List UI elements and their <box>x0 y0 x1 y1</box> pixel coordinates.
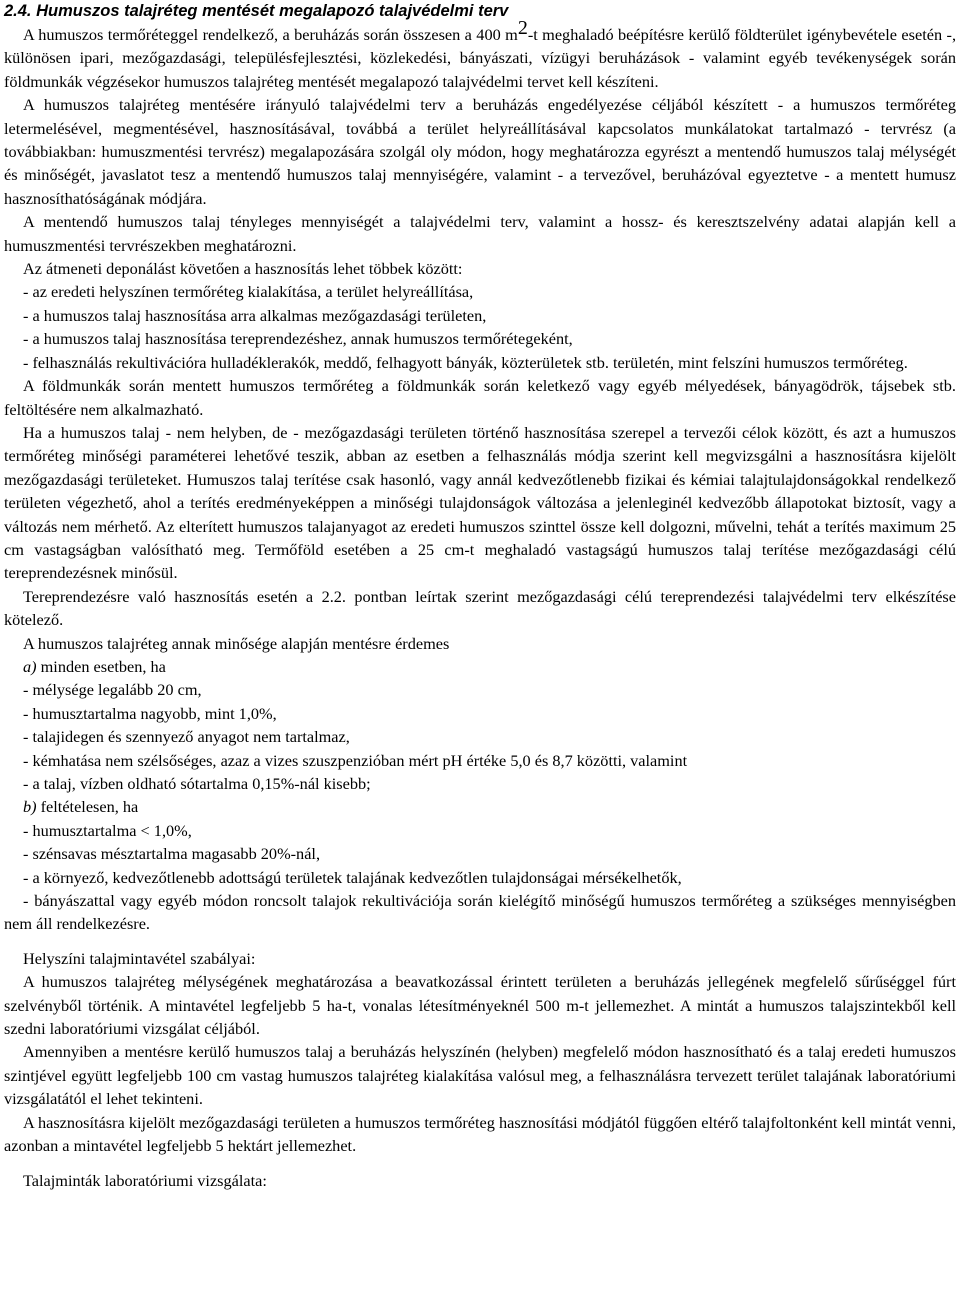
case-a-list <box>4 678 956 795</box>
paragraph-intro <box>4 17 957 93</box>
list-item: - felhasználás rekultivációra hulladéklerakók, meddő, felhagyott bányák, közterületek stb. területén, mint felszíni humuszos termőréteg. <box>23 352 908 372</box>
list-item: - a humuszos talaj hasznosítása tereprendezéshez, annak humuszos termőrétegeként, <box>23 329 573 349</box>
paragraph-sampling-depth: A humuszos talajréteg mélységének meghatározása a beavatkozással érintett területen a beruházás jellegének megfelelő sűrűséggel fúrt szelvényből történik. A mintavétel legfeljebb 5 ha-t, vonalas létesítményeknél 500 m-t jellemezhet. A mintát a humuszos talajszintekből kell szedni laboratóriumi vizsgálat céljából. <box>4 972 956 1039</box>
case-a-text: minden esetben, ha <box>36 656 166 676</box>
list-item: - szénsavas mésztartalma magasabb 20%-nál, <box>23 844 321 864</box>
superscript-two: 2 <box>517 17 528 39</box>
spacer <box>4 936 956 947</box>
lab-title: Talajminták laboratóriumi vizsgálata: <box>23 1170 267 1190</box>
list-item: - bányászattal vagy egyéb módon roncsolt talajok rekultivációja során kielégítő minőségű humuszos termőréteg a szükséges mennyiségben nem áll rendelkezésre. <box>4 891 956 934</box>
list-item: - mélysége legalább 20 cm, <box>23 680 202 700</box>
list-item: - humusztartalma < 1,0%, <box>23 820 192 840</box>
case-b-list <box>4 819 956 936</box>
paragraph-utilization-intro: Az átmeneti deponálást követően a hasznosítás lehet többek között: <box>23 259 463 279</box>
list-item: - talajidegen és szennyező anyagot nem tartalmaz, <box>23 727 350 747</box>
paragraph-restriction: A földmunkák során mentett humuszos termőréteg a földmunkák során keletkező vagy egyéb mélyedések, bányagödrök, tájsebek stb. feltöltésére nem alkalmazható. <box>4 376 956 419</box>
case-a-label: a) <box>23 656 37 676</box>
spacer <box>4 1158 956 1169</box>
list-item: - humusztartalma nagyobb, mint 1,0%, <box>23 703 277 723</box>
paragraph-quality-intro: A humuszos talajréteg annak minősége alapján mentésre érdemes <box>23 633 450 653</box>
utilization-list <box>4 280 956 374</box>
paragraph-agricultural-use: Ha a humuszos talaj - nem helyben, de - mezőgazdasági területen történő hasznosítása szerepel a tervezői célok között, és azt a humuszos termőréteg minőségi paraméterei lehetővé teszik, abban az esetben a felhasználás módja szerint kell megvizsgálni a hasznosításra kijelölt mezőgazdasági területeket. Humuszos talaj terítése csak hasonló, vagy annál kedvezőtlenebb fizikai és kémiai talajtulajdonságokkal rendelkező területen végezhető, ahol a terítés eredményeképpen a minőségi tulajdonságok változása a jelenleginél kedvezőbb állapotokat biztosít, vagy a változás nem mérhető. Az elterített humuszos talajanyagot az eredeti humuszos szinttel össze kell dolgozni, művelni, tehát a terítés maximum 25 cm vastagságban valósítható meg. Termőföld esetében a 25 cm-t meghaladó vastagságú humuszos talaj terítése mezőgazdasági célú tereprendezésnek minősül. <box>4 422 956 583</box>
sampling-title: Helyszíni talajmintavétel szabályai: <box>23 948 256 968</box>
paragraph-terrain-plan: Tereprendezésre való hasznosítás esetén a 2.2. pontban leírtak szerint mezőgazdasági célú tereprendezési talajvédelmi terv elkészítése kötelező. <box>4 586 956 630</box>
list-item: - a humuszos talaj hasznosítása arra alkalmas mezőgazdasági területen, <box>23 305 487 325</box>
list-item: - a talaj, vízben oldható sótartalma 0,15%-nál kisebb; <box>23 774 371 793</box>
list-item: - a környező, kedvezőtlenebb adottságú területek talajának kedvezőtlen tulajdonságai mérsékelhetők, <box>23 867 682 887</box>
list-item: - kémhatása nem szélsőséges, azaz a vizes szuszpenzióban mért pH értéke 5,0 és 8,7 közötti, valamint <box>23 750 688 770</box>
paragraph-plan-purpose: A humuszos talajréteg mentésére irányuló talajvédelmi terv a beruházás engedélyezése céljából készített - a humuszos termőréteg letermelésével, megmentésével, hasznosításával, továbbá a terület helyreállításával kapcsolatos munkálatokat tartalmazó - tervrész (a továbbiakban: humuszmentési tervrész) megalapozására szolgál oly módon, hogy meghatározza egyrészt a mentendő humuszos talaj mélységét és minőségét, javaslatot tesz a mentendő humuszos talaj mennyiségére, valamint - a tervezővel, beruházóval egyeztetve - a mentett humusz hasznosíthatóságának módjára. <box>4 95 956 208</box>
case-b-text: feltételesen, ha <box>36 797 139 817</box>
section-heading: 2.4. Humuszos talajréteg mentését megalapozó talajvédelmi terv <box>4 2 509 20</box>
paragraph-quantity: A mentendő humuszos talaj tényleges mennyiségét a talajvédelmi terv, valamint a hossz- és keresztszelvény adatai alapján kell a humuszmentési tervrészekben meghatározni. <box>4 212 956 255</box>
list-item: - az eredeti helyszínen termőréteg kialakítása, a terület helyreállítása, <box>23 282 474 302</box>
paragraph-sampling-agricultural: A hasznosításra kijelölt mezőgazdasági területen a humuszos termőréteg hasznosítási módjától függően eltérő talajfoltonként kell mintát venni, azonban a mintavétel legfeljebb 5 hektárt jellemezhet. <box>4 1112 956 1156</box>
p1-text-before: A humuszos termőréteggel rendelkező, a beruházás során összesen a 400 m <box>23 25 518 44</box>
case-b-heading <box>4 795 956 818</box>
case-b-label: b) <box>23 797 37 817</box>
case-a-heading <box>4 655 956 678</box>
paragraph-sampling-onsite: Amennyiben a mentésre kerülő humuszos talaj a beruházás helyszínén (helyben) megfelelő módon hasznosítható és a talaj eredeti humuszos szintjével együtt legfeljebb 100 cm vastag humuszos talajréteg kialakítása valósul meg, a felhasználásra tervezett terület talajának laboratóriumi vizsgálatától el lehet tekinteni. <box>4 1042 956 1109</box>
p1-text-after: -t meghaladó beépítésre kerülő földterület igénybevétele esetén -, különösen ipari, mezőgazdasági, településfejlesztési, közlekedési, bányászati, vízügyi beruházások - valamint egyéb tevékenységek során földmunkák végzésekor humuszos talajréteg mentését megalapozó talajvédelmi tervet kell készíteni. <box>4 25 957 91</box>
